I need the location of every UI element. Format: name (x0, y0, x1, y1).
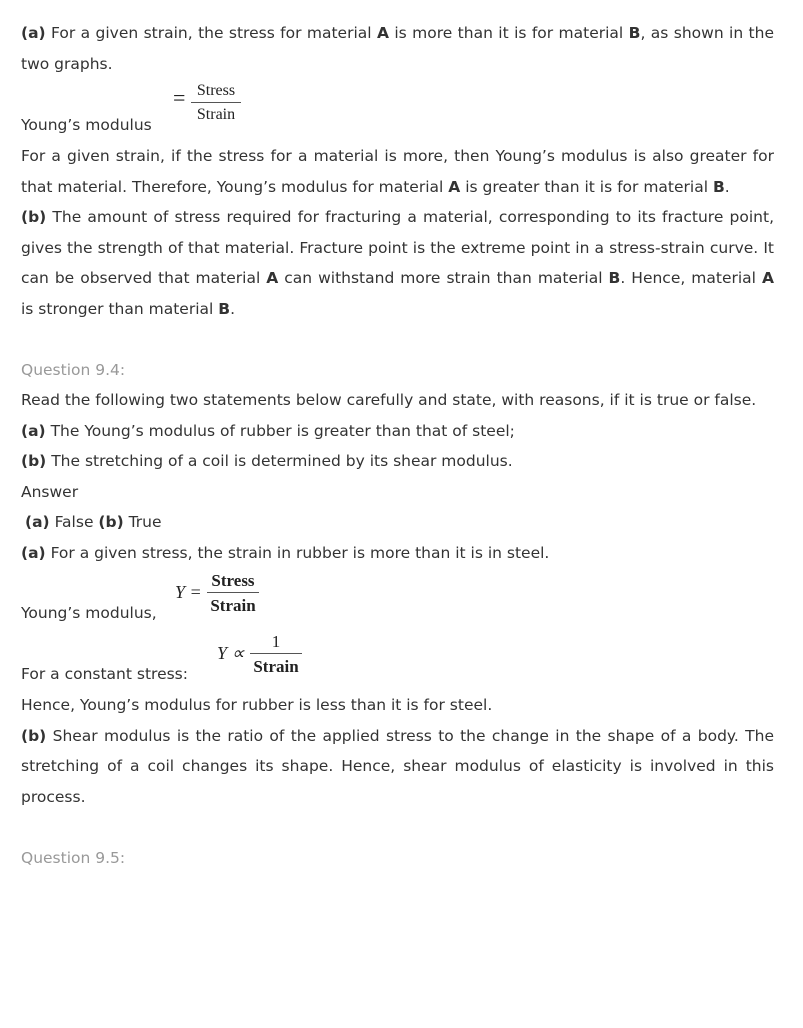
fraction-bar (250, 653, 302, 654)
numerator: Stress (196, 82, 236, 99)
text: For a given stress, the strain in rubber is more than it is in steel. (45, 543, 550, 562)
part-label: (a) (21, 543, 46, 562)
spacer (21, 812, 774, 843)
equation-lhs: Y ∝ (217, 643, 245, 663)
text: is more than it is for material (388, 24, 629, 42)
equation-lead: For a constant stress: (21, 665, 188, 683)
material-b: B (628, 24, 641, 42)
material-b: B (712, 177, 725, 196)
text: For a given strain, if the stress for a material is more, then Young’s modulus is also greater for that material. Therefore, Young’s modulus for material (21, 147, 774, 196)
document-page (21, 18, 774, 873)
numerator: 1 (271, 632, 281, 651)
part-b-answer (21, 202, 774, 324)
fraction (207, 572, 259, 614)
statement-b (21, 446, 774, 477)
denominator: Strain (253, 657, 299, 676)
question-heading-9-5: Question 9.5: (21, 848, 126, 867)
material-a: A (376, 24, 389, 42)
text: . (230, 299, 236, 318)
material-a: A (266, 269, 279, 287)
material-a: A (448, 177, 461, 196)
text: The stretching of a coil is determined by its shear modulus. (46, 452, 513, 470)
denominator: Strain (196, 106, 236, 123)
equation-lead: Young’s modulus (21, 116, 152, 134)
part-a-answer (21, 18, 774, 79)
fraction-bar (191, 102, 241, 103)
text: For a given strain, the stress for material (45, 24, 377, 42)
equation-youngs-modulus-2 (21, 568, 774, 628)
material-b: B (218, 299, 231, 318)
part-label: (b) (21, 208, 47, 226)
answer-label: Answer (21, 482, 79, 501)
text: Shear modulus is the ratio of the applied stress to the change in the shape of a body. The stretching of a coil changes its shape. Hence, shear modulus of elasticity is involved in this process. (21, 726, 774, 806)
equation-proportionality (21, 628, 774, 690)
fraction-bar (207, 592, 259, 593)
text: . (724, 177, 730, 196)
answer-summary (21, 507, 774, 538)
paragraph (21, 141, 774, 202)
material-a: A (761, 269, 774, 287)
part-label: (b) (21, 726, 47, 745)
explanation-a (21, 538, 774, 569)
part-label: (a) (25, 513, 50, 531)
denominator: Strain (210, 596, 256, 615)
equation-youngs-modulus-1 (21, 79, 774, 141)
question-heading-9-4: Question 9.4: (21, 360, 126, 379)
explanation-b (21, 721, 774, 813)
text: . Hence, material (620, 269, 762, 287)
text: The Young’s modulus of rubber is greater than that of steel; (45, 421, 515, 440)
part-label: (b) (21, 452, 47, 470)
fraction (250, 633, 302, 675)
part-label: (a) (21, 421, 46, 440)
text: , as shown in the two graphs. (21, 24, 774, 73)
equation-lhs: Y = (175, 582, 202, 602)
text: can withstand more strain than material (278, 269, 609, 287)
fraction (191, 83, 241, 123)
numerator: Stress (211, 571, 255, 590)
equals-sign: = (173, 85, 186, 110)
text: False (49, 513, 99, 531)
spacer (21, 324, 774, 355)
equation-lead: Young’s modulus, (21, 604, 157, 622)
text: is stronger than material (21, 299, 219, 318)
text: True (123, 513, 162, 531)
part-label: (a) (21, 24, 46, 42)
question-prompt: Read the following two statements below carefully and state, with reasons, if it is true or false. (21, 391, 757, 409)
part-label: (b) (98, 513, 124, 531)
material-b: B (608, 269, 621, 287)
text: The amount of stress required for fracturing a material, corresponding to its fracture point, gives the strength of that material. Fracture point is the extreme point in a stress-strain curve. It can be observed that material (21, 208, 774, 287)
conclusion-a: Hence, Young’s modulus for rubber is less than it is for steel. (21, 696, 493, 714)
statement-a (21, 416, 774, 447)
text: is greater than it is for material (460, 177, 713, 196)
